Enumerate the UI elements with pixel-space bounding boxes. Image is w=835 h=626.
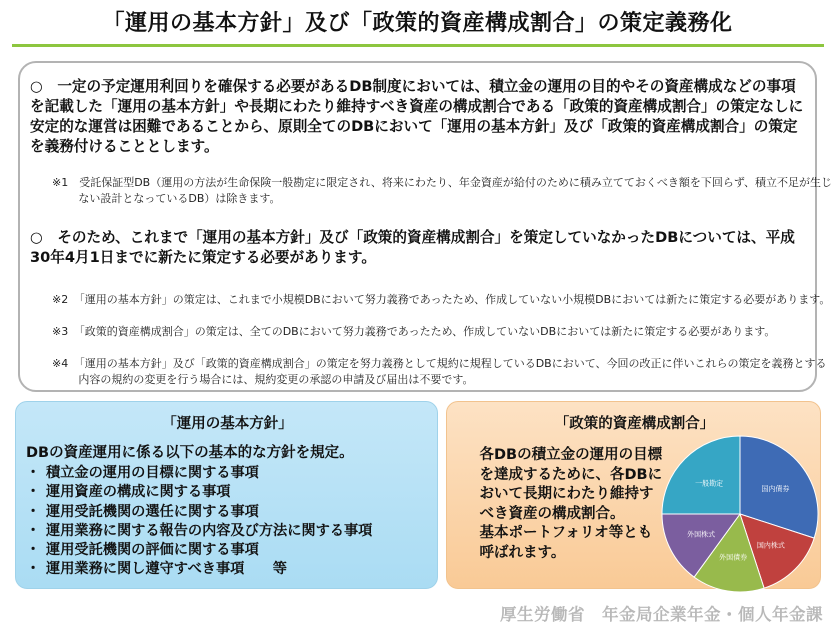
- asset-allocation-pie-chart: [660, 434, 820, 594]
- note-4: ※4 「運用の基本方針」及び「政策的資産構成割合」の策定を努力義務として規約に規程しているDBにおいて、今回の改正に伴いこれらの策定を義務とする内容の規約の変更を行う場合には、規約変更の承認の申請及び届出は不要です。: [52, 357, 827, 386]
- list-item: ・ 運用受託機関の評価に関する事項: [26, 542, 259, 559]
- policy-asset-mix-title: 「政策的資産構成割合」: [554, 416, 715, 432]
- pie-slice-4: [662, 436, 740, 514]
- list-item: ・ 運用業務に関し遵守すべき事項 等: [26, 561, 287, 578]
- list-item: ・ 運用受託機関の選任に関する事項: [26, 503, 259, 520]
- paragraph-1: ○ 一定の予定運用利回りを確保する必要があるDB制度においては、積立金の運用の目的やその資産構成などの事項を記載した「運用の基本方針」や長期にわたり維持すべき資産の構成割合である「政策的資産構成割合」の策定なしに安定的な運営は困難であることから、原則全てのDBにおいて「運用の基本方針」及び「政策的資産構成割合」の策定を義務付けることとします。: [30, 78, 804, 155]
- note-1: ※1 受託保証型DB（運用の方法が生命保険一般勘定に限定され、将来にわたり、年金資産が給付のために積み立てておくべき額を下回らず、積立不足が生じない設計となっているDB）は除きます。: [52, 176, 833, 205]
- footer-organization: 厚生労働省 年金局企業年金・個人年金課: [500, 605, 823, 624]
- pie-slice-label-2: 外国債券: [719, 553, 748, 562]
- investment-policy-list: [26, 464, 372, 580]
- list-item: ・ 運用業務に関する報告の内容及び方法に関する事項: [26, 522, 373, 539]
- policy-asset-mix-description: 各DBの積立金の運用の目標を達成するために、各DBにおいて長期にわたり維持すべき資産の構成割合。 基本ポートフォリオ等とも呼ばれます。: [479, 447, 663, 561]
- note-3: ※3 「政策的資産構成割合」の策定は、全てのDBにおいて努力義務であったため、作成していないDBにおいては新たに策定する必要があります。: [52, 325, 776, 338]
- pie-slice-label-3: 外国株式: [687, 530, 716, 539]
- investment-policy-intro: DBの資産運用に係る以下の基本的な方針を規定。: [26, 445, 354, 461]
- paragraph-2: ○ そのため、これまで「運用の基本方針」及び「政策的資産構成割合」を策定していなかったDBについては、平成30年4月1日までに新たに策定する必要があります。: [30, 229, 795, 266]
- page-title: 「運用の基本方針」及び「政策的資産構成割合」の策定義務化: [102, 11, 733, 36]
- investment-policy-title: 「運用の基本方針」: [162, 416, 293, 432]
- title-underline: [12, 44, 824, 47]
- list-item: ・ 運用資産の構成に関する事項: [26, 484, 231, 501]
- pie-slice-label-0: 国内債券: [761, 484, 790, 493]
- note-2: ※2 「運用の基本方針」の策定は、これまで小規模DBにおいて努力義務であったため、作成していない小規模DBにおいては新たに策定する必要があります。: [52, 293, 831, 306]
- list-item: ・ 積立金の運用の目標に関する事項: [26, 465, 259, 481]
- investment-policy-box: [15, 401, 438, 589]
- pie-slice-label-1: 国内株式: [756, 541, 785, 550]
- pie-slice-label-4: 一般勘定: [695, 479, 724, 488]
